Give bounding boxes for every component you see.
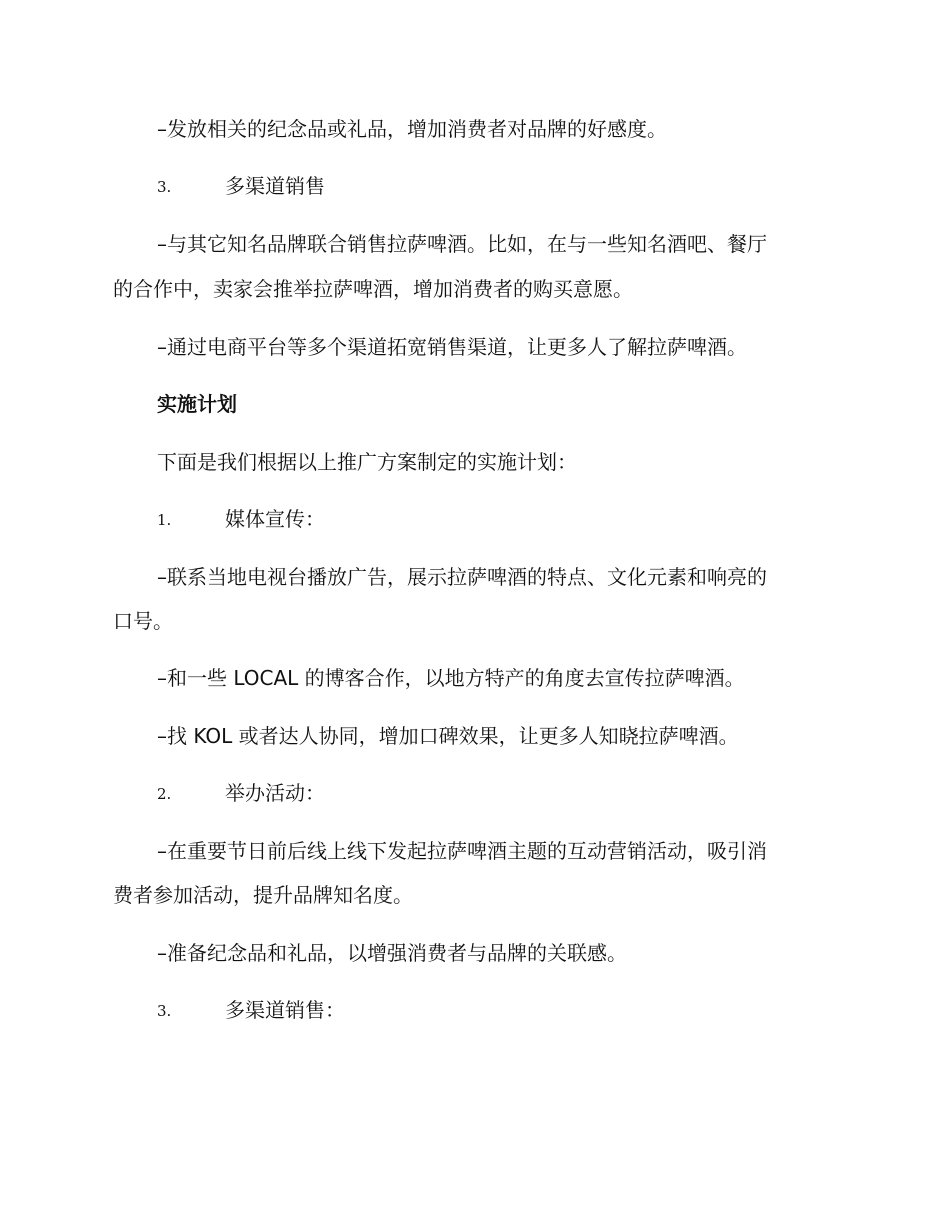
paragraph-cobrand-line1: –与其它知名品牌联合销售拉萨啤酒。比如，在与一些知名酒吧、餐厅: [157, 232, 767, 256]
list-item-multichannel-sales: 多渠道销售：: [225, 998, 345, 1022]
list-number-1: 1.: [157, 511, 172, 529]
paragraph-intro: 下面是我们根据以上推广方案制定的实施计划：: [157, 450, 577, 474]
paragraph-campaign-line1: –在重要节日前后线上线下发起拉萨啤酒主题的互动营销活动，吸引消: [157, 839, 767, 863]
paragraph-souvenirs: –准备纪念品和礼品，以增强消费者与品牌的关联感。: [157, 941, 627, 965]
list-number-2: 2.: [157, 785, 172, 803]
list-number-3: 3.: [157, 178, 172, 196]
paragraph-gifts: –发放相关的纪念品或礼品，增加消费者对品牌的好感度。: [157, 117, 667, 141]
paragraph-cobrand-line2: 的合作中，卖家会推举拉萨啤酒，增加消费者的购买意愿。: [113, 277, 633, 301]
paragraph-bloggers: –和一些 LOCAL 的博客合作，以地方特产的角度去宣传拉萨啤酒。: [157, 666, 745, 690]
paragraph-kol: –找 KOL 或者达人协同，增加口碑效果，让更多人知晓拉萨啤酒。: [157, 724, 739, 748]
paragraph-campaign-line2: 费者参加活动，提升品牌知名度。: [113, 883, 413, 907]
section-heading: 实施计划: [157, 392, 237, 416]
paragraph-tv-line1: –联系当地电视台播放广告，展示拉萨啤酒的特点、文化元素和响亮的: [157, 565, 767, 589]
list-item-events: 举办活动：: [225, 781, 325, 805]
list-item-media: 媒体宣传：: [225, 507, 325, 531]
list-item-multichannel: 多渠道销售: [225, 174, 325, 198]
list-number-3b: 3.: [157, 1002, 172, 1020]
paragraph-tv-line2: 口号。: [113, 609, 173, 633]
paragraph-ecommerce: –通过电商平台等多个渠道拓宽销售渠道，让更多人了解拉萨啤酒。: [157, 335, 747, 359]
